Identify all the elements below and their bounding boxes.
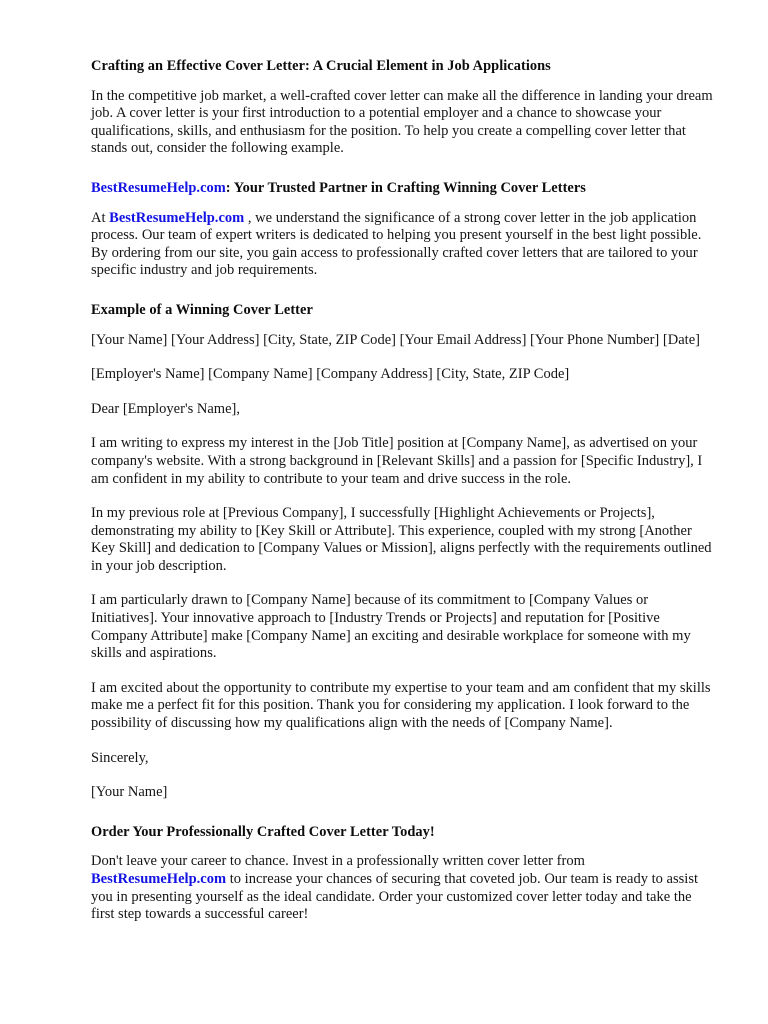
cta-paragraph (91, 853, 715, 923)
recipient-address-block: [Employer's Name] [Company Name] [Company Address] [City, State, ZIP Code] (91, 366, 570, 383)
intro-paragraph: In the competitive job market, a well-crafted cover letter can make all the difference in landing your dream job. A cover letter is your first introduction to a potential employer and a chance to showcase your qualifications, skills, and enthusiasm for the position. To help you create a compelling cover letter that stands out, consider the following example. (91, 87, 713, 157)
letter-paragraph-4: I am excited about the opportunity to contribute my expertise to your team and am confident that my skills make me a perfect fit for this position. Thank you for considering my application. I look forward to the possibility of discussing how my qualifications align with the needs of [Company Name]. (91, 679, 711, 732)
brand-section-heading (91, 180, 715, 198)
brand-link-cta[interactable]: BestResumeHelp.com (91, 871, 227, 887)
brand-link-inline[interactable]: BestResumeHelp.com (109, 209, 245, 226)
signature-line: [Your Name] (91, 784, 168, 801)
document-body (91, 58, 715, 924)
salutation-line: Dear [Employer's Name], (91, 400, 240, 417)
brand-paragraph (91, 210, 715, 280)
letter-paragraph-3: I am particularly drawn to [Company Name] because of its commitment to [Company Values or Initiatives]. Your innovative approach to [Industry Trends or Projects] and reputation for [Positive Company Attribute] make [Company Name] an exciting and desirable workplace for someone with my skills and aspirations. (91, 592, 691, 662)
cta-paragraph-rest: to increase your chances of securing that coveted job. Our team is ready to assist you in presenting yourself as the ideal candidate. Order your customized cover letter today and take the first step towards a successful career! (91, 871, 699, 923)
letter-paragraph-2: In my previous role at [Previous Company], I successfully [Highlight Achievements or Projects], demonstrating my ability to [Key Skill or Attribute]. This experience, coupled with my strong [Another Key Skill] and dedication to [Company Values or Mission], aligns perfectly with the requirements outlined in your job description. (91, 505, 712, 574)
closing-line: Sincerely, (91, 749, 149, 766)
brand-paragraph-lead: At (91, 209, 110, 226)
brand-link-heading[interactable]: BestResumeHelp.com (91, 179, 226, 196)
cta-section-heading: Order Your Professionally Crafted Cover Letter Today! (91, 823, 435, 840)
page-title: Crafting an Effective Cover Letter: A Crucial Element in Job Applications (91, 58, 551, 74)
brand-heading-suffix: : Your Trusted Partner in Crafting Winning Cover Letters (225, 179, 586, 196)
example-section-heading: Example of a Winning Cover Letter (91, 301, 313, 318)
cta-paragraph-lead: Don't leave your career to chance. Invest in a professionally written cover letter from (91, 853, 585, 870)
brand-paragraph-rest: , we understand the significance of a strong cover letter in the job application process. Our team of expert writers is dedicated to helping you present yourself in the best light possible. By ordering from our site, you gain access to professionally crafted cover letters that are tailored to your specific industry and job requirements. (91, 209, 702, 279)
sender-address-block: [Your Name] [Your Address] [City, State, ZIP Code] [Your Email Address] [Your Phone Number] [Date] (91, 331, 700, 348)
letter-paragraph-1: I am writing to express my interest in the [Job Title] position at [Company Name], as advertised on your company's website. With a strong background in [Relevant Skills] and a passion for [Specific Industry], I am confident in my ability to contribute to your team and drive success in the role. (91, 435, 703, 487)
